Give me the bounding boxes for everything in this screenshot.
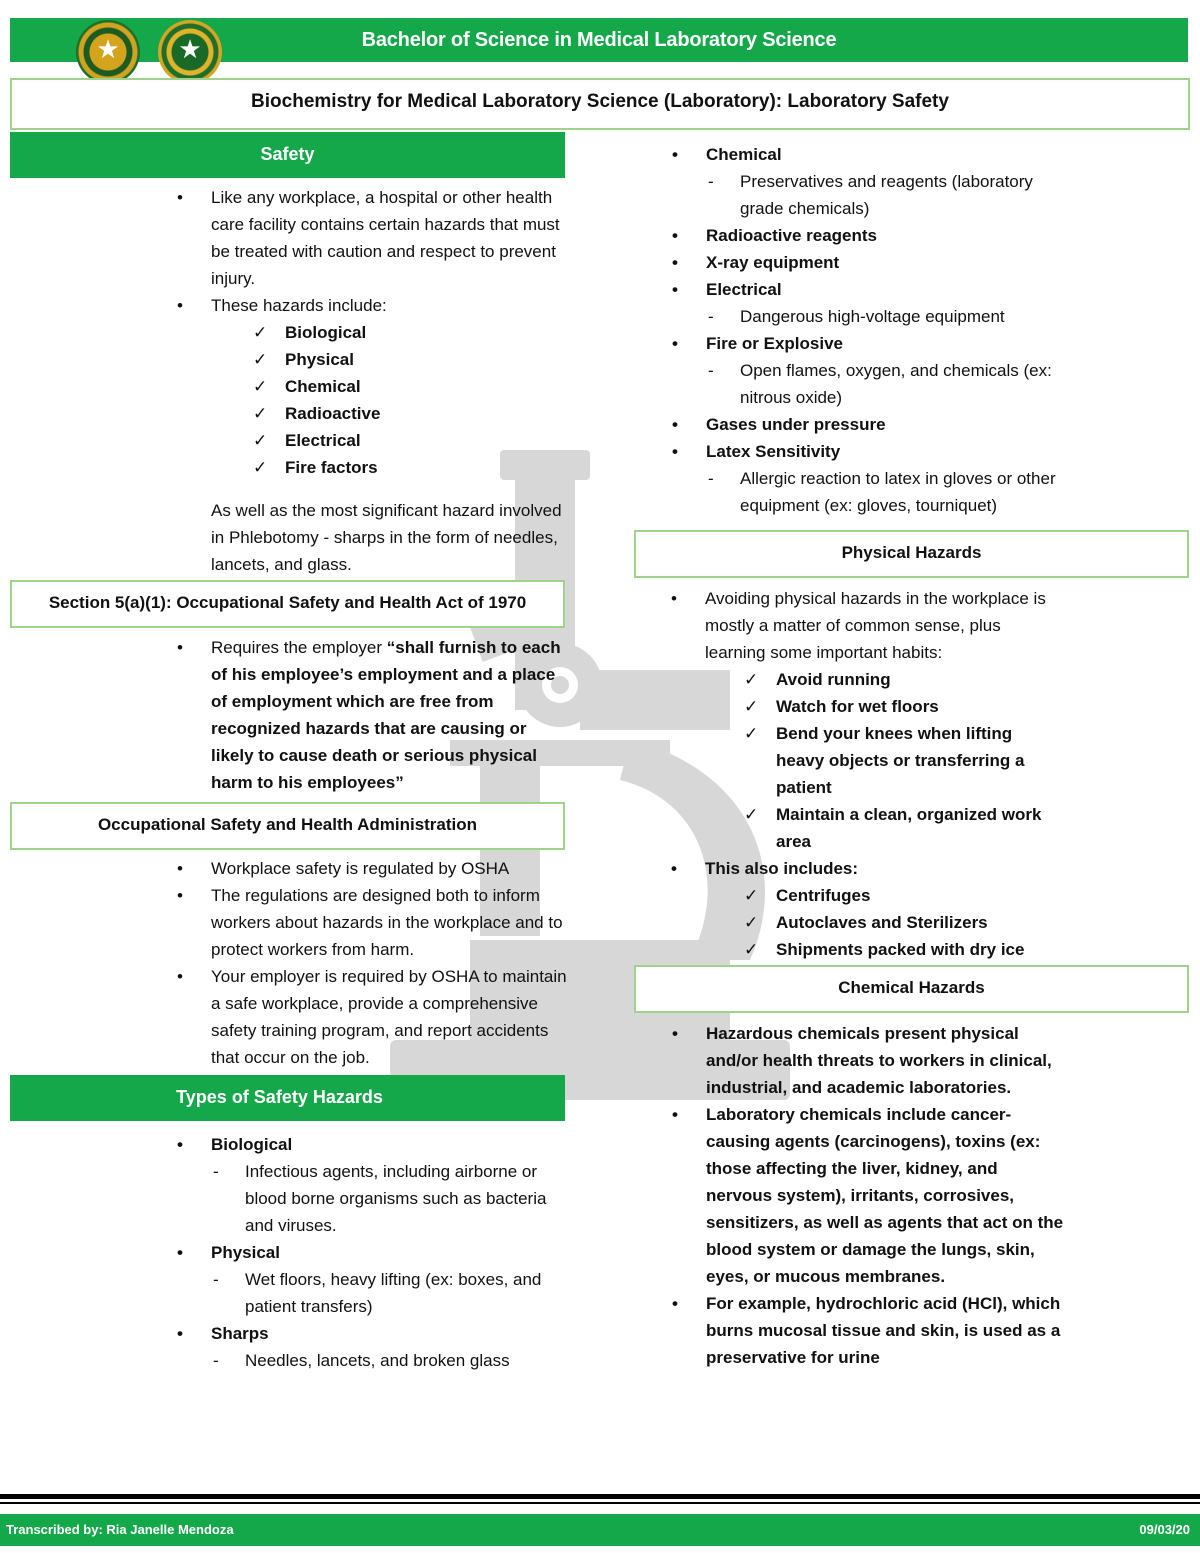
hazard-check-item: ✓ Fire factors (249, 454, 569, 481)
course-title: Biochemistry for Medical Laboratory Science (Laboratory): Laboratory Safety (251, 91, 949, 112)
hazard-check-item: ✓ Radioactive (249, 400, 569, 427)
hazard-type-label: • Fire or Explosive (706, 330, 1066, 357)
section5-bullet (211, 634, 567, 796)
osha-heading: Occupational Safety and Health Administration (10, 802, 565, 850)
safety-bullet-2: • These hazards include: (211, 292, 569, 319)
types-heading (10, 1075, 565, 1121)
hazard-check-item: ✓ Chemical (249, 373, 569, 400)
hazard-type-detail: - Infectious agents, including airborne or blood borne organisms such as bacteria and viruses. (211, 1158, 567, 1239)
safety-heading: Safety (10, 132, 565, 178)
osha-bullet: • Your employer is required by OSHA to maintain a safe workplace, provide a comprehensive safety training program, and report accidents that occur on the job. (211, 963, 567, 1071)
hazard-type-label: • Chemical (706, 141, 1066, 168)
osha-bullet: • The regulations are designed both to inform workers about hazards in the workplace and to protect workers from harm. (211, 882, 567, 963)
chemical-bullet: • Laboratory chemicals include cancer-causing agents (carcinogens), toxins (ex: those affecting the liver, kidney, and nervous system), irritants, corrosives, sensitizers, as well as agents that act on the blood system or damage the lungs, skin, eyes, or mucous membranes. (706, 1101, 1066, 1290)
chemical-bullet: • Hazardous chemicals present physical and/or health threats to workers in clinical, industrial, and academic laboratories. (706, 1020, 1066, 1101)
hazard-type-detail: - Allergic reaction to latex in gloves or other equipment (ex: gloves, tourniquet) (706, 465, 1066, 519)
college-seal-icon: ★ (76, 20, 140, 84)
hazard-type-label: • Gases under pressure (706, 411, 1066, 438)
types-heading-text: Types of Safety Hazards (176, 1087, 383, 1107)
types-right-list (706, 141, 1066, 519)
chemical-hazards-heading: Chemical Hazards (634, 965, 1189, 1013)
footer-rule-thin (0, 1502, 1200, 1504)
hazard-type-label: • Electrical (706, 276, 1066, 303)
hazard-check-item: ✓ Physical (249, 346, 569, 373)
hazard-check-item: ✓ Biological (249, 319, 569, 346)
also-includes-label: • This also includes: (705, 855, 1065, 882)
footer-date: 09/03/20 (1139, 1522, 1190, 1537)
transcriber-credit: Transcribed by: Ria Janelle Mendoza (6, 1522, 234, 1537)
hazard-type-detail: - Preservatives and reagents (laboratory grade chemicals) (706, 168, 1066, 222)
habit-check-item: ✓ Bend your knees when lifting heavy objects or transferring a patient (740, 720, 1065, 801)
hazard-type-label: • Physical (211, 1239, 567, 1266)
section5-text (211, 634, 567, 796)
osha-bullet: • Workplace safety is regulated by OSHA (211, 855, 567, 882)
physical-hazards-section (705, 585, 1065, 963)
equipment-check-item: ✓ Centrifuges (740, 882, 1065, 909)
equipment-check-item: ✓ Autoclaves and Sterilizers (740, 909, 1065, 936)
physical-intro: • Avoiding physical hazards in the workplace is mostly a matter of common sense, plus learning some important habits: (705, 585, 1065, 666)
hazard-type-label: • X-ray equipment (706, 249, 1066, 276)
sharps-note: As well as the most significant hazard involved in Phlebotomy - sharps in the form of needles, lancets, and glass. (211, 501, 562, 574)
chemical-bullet: • For example, hydrochloric acid (HCl), which burns mucosal tissue and skin, is used as a preservative for urine (706, 1290, 1066, 1371)
habit-check-item: ✓ Maintain a clean, organized work area (740, 801, 1065, 855)
hazard-type-label: • Sharps (211, 1320, 567, 1347)
program-header-bar (10, 18, 1188, 62)
footer-rule (0, 1494, 1200, 1499)
section5-quote: “shall furnish to each of his employee’s employment and a place of employment which are free from recognized hazards that are causing or likely to cause death or serious physical harm to his employees” (211, 638, 561, 792)
program-title: Bachelor of Science in Medical Laboratory Science (361, 29, 837, 51)
habit-check-item: ✓ Avoid running (740, 666, 1065, 693)
hazard-check-item: ✓ Electrical (249, 427, 569, 454)
chemical-hazards-section (706, 1020, 1066, 1371)
hazard-type-detail: - Wet floors, heavy lifting (ex: boxes, and patient transfers) (211, 1266, 567, 1320)
hazard-type-detail: - Dangerous high-voltage equipment (706, 303, 1066, 330)
section5-lead: Requires the employer (211, 638, 387, 657)
osha-section (211, 855, 567, 1071)
department-seal-icon: ★ (158, 20, 222, 84)
hazard-type-label: • Biological (211, 1131, 567, 1158)
hazard-type-detail: - Needles, lancets, and broken glass (211, 1347, 567, 1374)
safety-section (211, 184, 569, 578)
section5-heading: Section 5(a)(1): Occupational Safety and Health Act of 1970 (10, 580, 565, 628)
hazard-type-detail: - Open flames, oxygen, and chemicals (ex: nitrous oxide) (706, 357, 1066, 411)
safety-bullet-1: • Like any workplace, a hospital or other health care facility contains certain hazards that must be treated with caution and respect to prevent injury. (211, 184, 569, 292)
hazard-type-label: • Latex Sensitivity (706, 438, 1066, 465)
equipment-check-item: ✓ Shipments packed with dry ice (740, 936, 1065, 963)
course-title-box (10, 78, 1190, 130)
footer-bar (0, 1514, 1200, 1546)
physical-hazards-heading: Physical Hazards (634, 530, 1189, 578)
types-left-list (211, 1131, 567, 1374)
habit-check-item: ✓ Watch for wet floors (740, 693, 1065, 720)
hazard-type-label: • Radioactive reagents (706, 222, 1066, 249)
